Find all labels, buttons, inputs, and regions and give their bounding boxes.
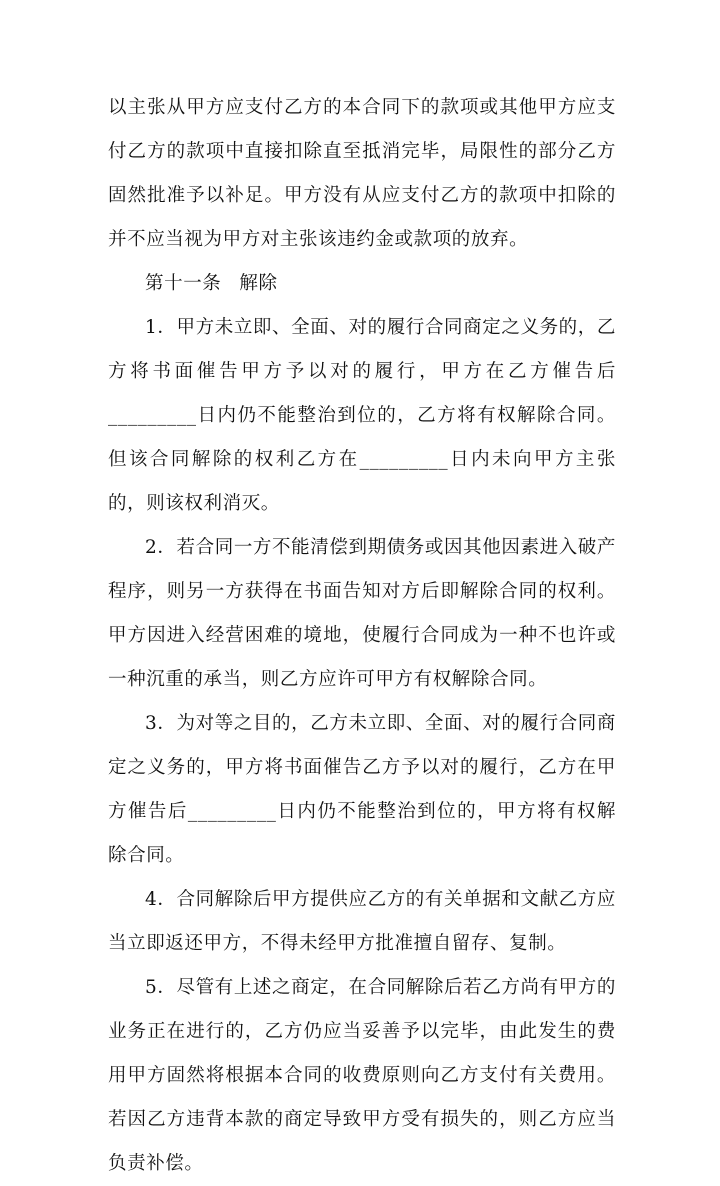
article-heading xyxy=(108,262,616,306)
clause-4: 4．合同解除后甲方提供应乙方的有关单据和文献乙方应当立即返还甲方，不得未经甲方批准擅自留存、复制。 xyxy=(108,889,616,954)
clause-1: 1．甲方未立即、全面、对的履行合同商定之义务的，乙方将书面催告甲方予以对的履行，甲方在乙方催告后_________日内仍不能整治到位的，乙方将有权解除合同。但该合同解除的权利乙方在_________日内未向甲方主张的，则该权利消灭。 xyxy=(108,317,616,514)
article-title: 解除 xyxy=(239,273,278,294)
clause-5: 5．尽管有上述之商定，在合同解除后若乙方尚有甲方的业务正在进行的，乙方仍应当妥善予以完毕，由此发生的费用甲方固然将根据本合同的收费原则向乙方支付有关费用。若因乙方违背本款的商定导致甲方受有损失的，则乙方应当负责补偿。 xyxy=(108,977,616,1174)
paragraph-continuation: 以主张从甲方应支付乙方的本合同下的款项或其他甲方应支付乙方的款项中直接扣除直至抵消完毕，局限性的部分乙方固然批准予以补足。甲方没有从应支付乙方的款项中扣除的并不应当视为甲方对主张该违约金或款项的放弃。 xyxy=(108,97,616,250)
clause-2: 2．若合同一方不能清偿到期债务或因其他因素进入破产程序，则另一方获得在书面告知对方后即解除合同的权利。甲方因进入经营困难的境地，使履行合同成为一种不也许或一种沉重的承当，则乙方应许可甲方有权解除合同。 xyxy=(108,537,616,690)
clause-3: 3．为对等之目的，乙方未立即、全面、对的履行合同商定之义务的，甲方将书面催告乙方予以对的履行，乙方在甲方催告后_________日内仍不能整治到位的，甲方将有权解除合同。 xyxy=(108,713,616,866)
document-page xyxy=(108,86,616,1186)
article-number: 第十一条 xyxy=(145,273,222,294)
